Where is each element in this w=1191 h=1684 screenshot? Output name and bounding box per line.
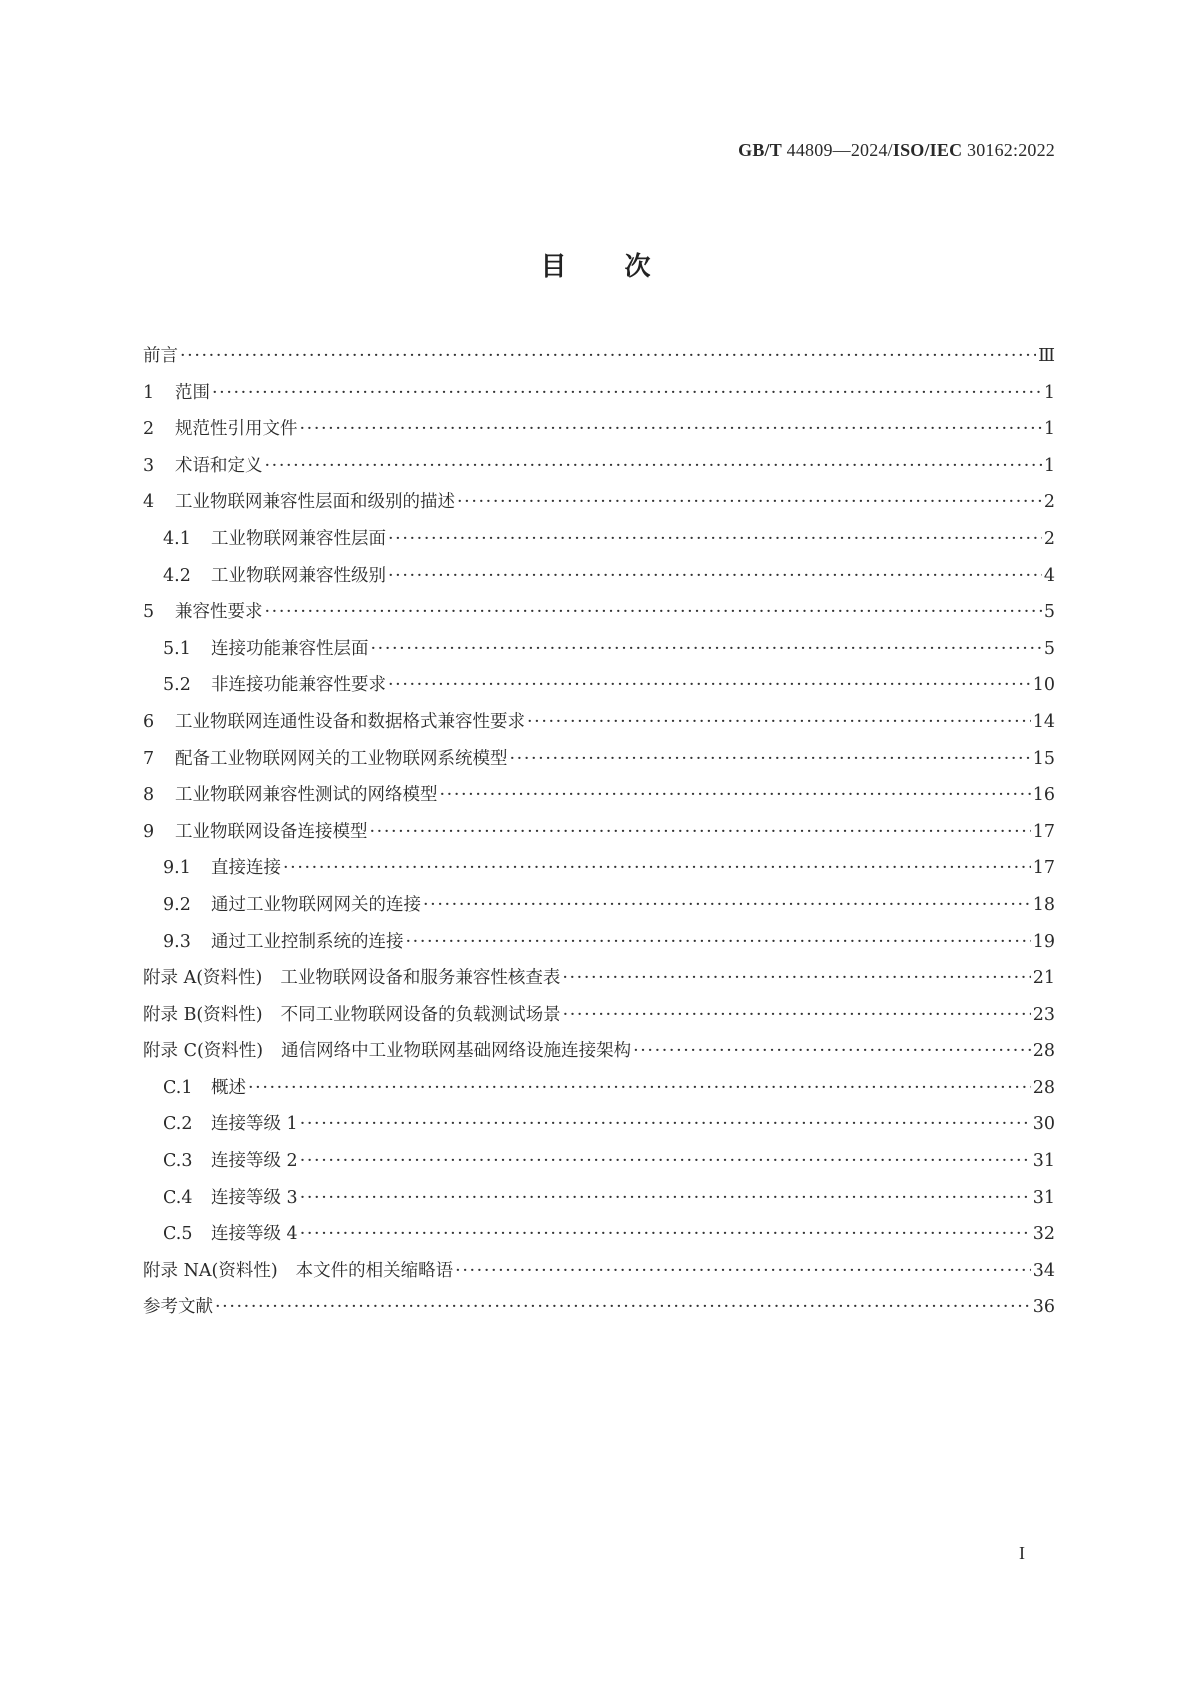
toc-leader-dots [248,1070,1031,1107]
toc-entry-label: 通信网络中工业物联网基础网络设施连接架构 [281,1041,632,1062]
toc-entry-number: 5.1 [163,638,191,659]
toc-entry-number: 9 [143,821,155,842]
toc-entry[interactable] [143,1070,1055,1107]
toc-entry-page: Ⅲ [1038,346,1055,366]
toc-entry-label: 连接等级 3 [211,1187,298,1208]
toc-entry-number: C.4 [163,1187,193,1208]
toc-entry-number: 附录 C(资料性) [143,1041,264,1062]
toc-entry-label: 工业物联网连通性设备和数据格式兼容性要求 [175,711,525,732]
toc-entry-number: 3 [143,455,155,476]
toc-leader-dots [283,850,1031,887]
standard-code-iso: ISO/IEC [892,140,963,160]
toc-leader-dots [300,1180,1031,1217]
toc-leader-dots [440,777,1031,814]
toc-entry-number: 9.2 [163,894,191,915]
toc-entry[interactable] [143,594,1055,631]
toc-entry-page: 28 [1032,1041,1055,1062]
page-title: 目次 [540,252,709,282]
toc-entry-label: 通过工业控制系统的连接 [211,931,404,952]
toc-entry-number: 1 [143,382,155,403]
toc-leader-dots [563,997,1031,1034]
toc-entry-page: 31 [1032,1151,1055,1172]
toc-entry[interactable] [143,558,1055,595]
toc-entry-page: 31 [1032,1187,1055,1208]
toc-leader-dots [510,741,1031,778]
toc-entry-page: 19 [1032,931,1055,952]
toc-leader-dots [388,521,1042,558]
toc-entry-page: 5 [1043,638,1055,659]
toc-leader-dots [388,558,1042,595]
toc-entry-page: 1 [1043,419,1055,440]
toc-leader-dots [300,1216,1031,1253]
toc-entry-page: 14 [1032,711,1055,732]
toc-entry-number: 5.2 [163,675,191,696]
toc-entry[interactable] [143,850,1055,887]
toc-entry[interactable] [143,484,1055,521]
toc-leader-dots [212,375,1042,412]
toc-entry-label: 本文件的相关缩略语 [295,1260,454,1281]
standard-code-header [738,140,1055,161]
toc-entry-number: 7 [143,748,155,769]
toc-entry-label: 配备工业物联网网关的工业物联网系统模型 [175,748,508,769]
toc-entry-label: 通过工业物联网网关的连接 [211,894,421,915]
toc-entry-label: 工业物联网设备和服务兼容性核查表 [280,968,561,989]
toc-entry[interactable] [143,411,1055,448]
toc-entry[interactable] [143,1106,1055,1143]
toc-leader-dots [457,484,1042,521]
toc-entry-label: 连接等级 2 [211,1151,298,1172]
toc-entry-number: 2 [143,419,155,440]
toc-leader-dots [371,631,1042,668]
toc-entry-page: 2 [1043,492,1055,513]
toc-entry[interactable] [143,741,1055,778]
toc-entry-page: 21 [1032,968,1055,989]
toc-entry-page: 32 [1032,1224,1055,1245]
toc-leader-dots [388,667,1031,704]
toc-entry[interactable] [143,1253,1055,1290]
toc-entry[interactable] [143,777,1055,814]
toc-entry-number: C.2 [163,1114,193,1135]
toc-entry[interactable] [143,1143,1055,1180]
toc-entry-page: 15 [1032,748,1055,769]
toc-entry-number: 附录 A(资料性) [143,968,263,989]
toc-entry[interactable] [143,521,1055,558]
toc-leader-dots [300,1143,1031,1180]
toc-entry-page: 1 [1043,382,1055,403]
page-number: I [1019,1543,1025,1563]
toc-entry-label: 连接等级 4 [211,1224,298,1245]
toc-entry-label: 工业物联网兼容性层面和级别的描述 [175,492,455,513]
standard-code-prefix: GB/T [738,140,782,160]
toc-entry-number: 8 [143,785,155,806]
toc-entry-page: 16 [1032,785,1055,806]
toc-leader-dots [633,1033,1031,1070]
toc-entry-page: 28 [1032,1077,1055,1098]
toc-entry-page: 10 [1032,675,1055,696]
toc-entry-page: 34 [1032,1260,1055,1281]
toc-entry-label: 兼容性要求 [175,602,263,623]
toc-entry-label: 参考文献 [143,1297,213,1318]
toc-leader-dots [180,338,1036,375]
toc-entry-label: 前言 [143,346,178,366]
toc-entry[interactable] [143,631,1055,668]
toc-entry-label: 术语和定义 [175,455,263,476]
toc-leader-dots [300,1106,1031,1143]
toc-entry-label: 工业物联网兼容性测试的网络模型 [175,785,438,806]
toc-leader-dots [265,594,1042,631]
toc-entry-page: 17 [1032,858,1055,879]
toc-entry[interactable] [143,1216,1055,1253]
toc-leader-dots [562,960,1030,997]
toc-entry[interactable] [143,887,1055,924]
toc-entry-label: 直接连接 [211,858,281,879]
toc-entry-page: 5 [1043,602,1055,623]
toc-entry-number: 4.2 [163,565,191,586]
toc-entry-page: 17 [1032,821,1055,842]
toc-entry[interactable] [143,1180,1055,1217]
standard-code-number: 44809—2024/ [781,140,893,160]
toc-entry[interactable] [143,1289,1055,1326]
toc-entry-number: 4.1 [163,528,191,549]
toc-entry[interactable] [143,448,1055,485]
toc-entry-page: 18 [1032,894,1055,915]
toc-leader-dots [300,411,1042,448]
toc-leader-dots [265,448,1042,485]
toc-entry-label: 工业物联网兼容性层面 [211,528,386,549]
toc-entry-number: C.1 [163,1077,193,1098]
toc-entry-page: 23 [1032,1004,1055,1025]
toc-entry-label: 非连接功能兼容性要求 [211,675,386,696]
toc-leader-dots [423,887,1031,924]
toc-entry-page: 36 [1032,1297,1055,1318]
table-of-contents [143,338,1055,1326]
toc-leader-dots [215,1289,1031,1326]
toc-entry-number: C.5 [163,1224,193,1245]
toc-entry-number: 6 [143,711,155,732]
toc-leader-dots [455,1253,1031,1290]
toc-entry-label: 规范性引用文件 [175,419,298,440]
toc-entry[interactable] [143,704,1055,741]
toc-entry[interactable] [143,1033,1055,1070]
toc-entry[interactable] [143,814,1055,851]
toc-entry[interactable] [143,960,1055,997]
toc-leader-dots [370,814,1031,851]
toc-entry-label: 工业物联网兼容性级别 [211,565,386,586]
toc-entry-label: 范围 [175,382,210,403]
toc-entry-number: 9.1 [163,858,191,879]
toc-entry-page: 30 [1032,1114,1055,1135]
toc-entry[interactable] [143,997,1055,1034]
toc-entry[interactable] [143,338,1055,375]
toc-entry-label: 概述 [211,1077,246,1098]
toc-entry-number: C.3 [163,1151,193,1172]
toc-entry-number: 附录 B(资料性) [143,1004,263,1025]
toc-entry[interactable] [143,375,1055,412]
toc-entry-label: 工业物联网设备连接模型 [175,821,368,842]
toc-entry-page: 4 [1043,565,1055,586]
toc-entry[interactable] [143,924,1055,961]
toc-entry-number: 附录 NA(资料性) [143,1260,278,1281]
toc-leader-dots [527,704,1031,741]
toc-leader-dots [406,924,1031,961]
toc-entry-number: 4 [143,492,155,513]
standard-code-iso-number: 30162:2022 [962,140,1055,160]
toc-entry-label: 不同工业物联网设备的负载测试场景 [280,1004,561,1025]
toc-entry-number: 9.3 [163,931,191,952]
toc-entry[interactable] [143,667,1055,704]
toc-entry-page: 1 [1043,455,1055,476]
toc-entry-page: 2 [1043,528,1055,549]
toc-entry-label: 连接等级 1 [211,1114,298,1135]
toc-entry-label: 连接功能兼容性层面 [211,638,369,659]
toc-entry-number: 5 [143,602,155,623]
